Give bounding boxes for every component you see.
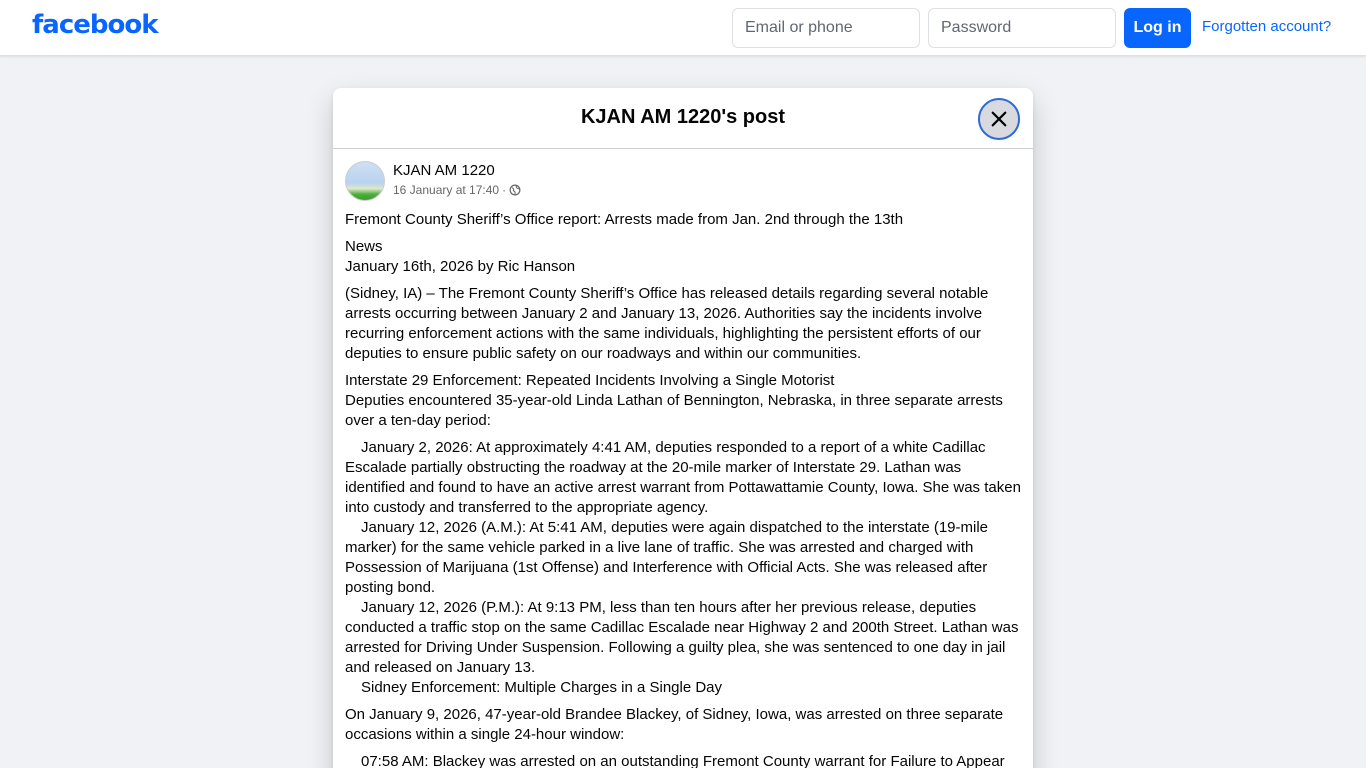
section-1 <box>345 371 1021 431</box>
list-item: January 12, 2026 (A.M.): At 5:41 AM, deputies were again dispatched to the interstate (19-mile marker) for the same vehicle parked in a live lane of traffic. She was arrested and charged with Possession of Marijuana (1st Offense) and Interference with Official Acts. She was released after posting bond. <box>345 519 989 596</box>
facebook-logo[interactable]: facebook <box>32 10 158 40</box>
top-navigation-bar <box>0 0 1366 56</box>
section-2-title: Sidney Enforcement: Multiple Charges in a Single Day <box>361 679 723 696</box>
section-1-title: Interstate 29 Enforcement: Repeated Incidents Involving a Single Motorist <box>345 372 835 389</box>
list-item: 07:58 AM: Blackey was arrested on an outstanding Fremont County warrant for Failure to Appear <box>361 753 1005 768</box>
password-field[interactable] <box>928 8 1116 48</box>
post-author[interactable]: KJAN AM 1220 <box>393 162 495 179</box>
post-timestamp[interactable]: 16 January at 17:40 <box>393 183 500 197</box>
section-1-intro: Deputies encountered 35-year-old Linda Lathan of Bennington, Nebraska, in three separate arrests over a ten-day period: <box>345 392 1003 429</box>
email-field[interactable] <box>732 8 920 48</box>
forgotten-account-link[interactable]: Forgotten account? <box>1202 18 1332 35</box>
list-item: January 12, 2026 (P.M.): At 9:13 PM, less than ten hours after her previous release, deputies conducted a traffic stop on the same Cadillac Escalade near Highway 2 and 200th Street. Lathan was arrested for Driving Under Suspension. Following a guilty plea, she was sentenced to one day in jail and released on January 13. <box>345 599 1019 676</box>
post-body <box>333 201 1033 768</box>
post-header <box>333 149 1033 201</box>
list-item: January 2, 2026: At approximately 4:41 AM, deputies responded to a report of a white Cadillac Escalade partially obstructing the roadway at the 20-mile marker of Interstate 29. Lathan was identified and found to have an active arrest warrant from Pottawattamie County, Iowa. She was taken into custody and transferred to the appropriate agency. <box>345 439 1021 516</box>
post-byline: January 16th, 2026 by Ric Hanson <box>345 258 576 275</box>
close-icon <box>990 110 1008 128</box>
dialog-title: KJAN AM 1220's post <box>580 106 786 128</box>
post-intro: (Sidney, IA) – The Fremont County Sheriff’s Office has released details regarding several notable arrests occurring between January 2 and January 13, 2026. Authorities say the incidents involve recurring enforcement actions with the same individuals, highlighting the persistent efforts of our deputies to ensure public safety on our roadways and within our communities. <box>345 285 989 362</box>
post-category: News <box>345 238 383 255</box>
close-button[interactable] <box>978 98 1020 140</box>
post-category-and-byline <box>345 237 1021 277</box>
dialog-header <box>333 88 1033 149</box>
login-button[interactable]: Log in <box>1124 8 1191 48</box>
meta-separator: · <box>502 183 507 197</box>
post-dialog <box>333 88 1033 768</box>
section-2-intro: On January 9, 2026, 47-year-old Brandee Blackey, of Sidney, Iowa, was arrested on three separate occasions within a single 24-hour window: <box>345 706 1004 743</box>
post-meta <box>393 183 521 197</box>
globe-icon <box>509 184 521 196</box>
avatar[interactable] <box>345 161 385 201</box>
post-headline: Fremont County Sheriff’s Office report: Arrests made from Jan. 2nd through the 13th <box>345 211 904 228</box>
